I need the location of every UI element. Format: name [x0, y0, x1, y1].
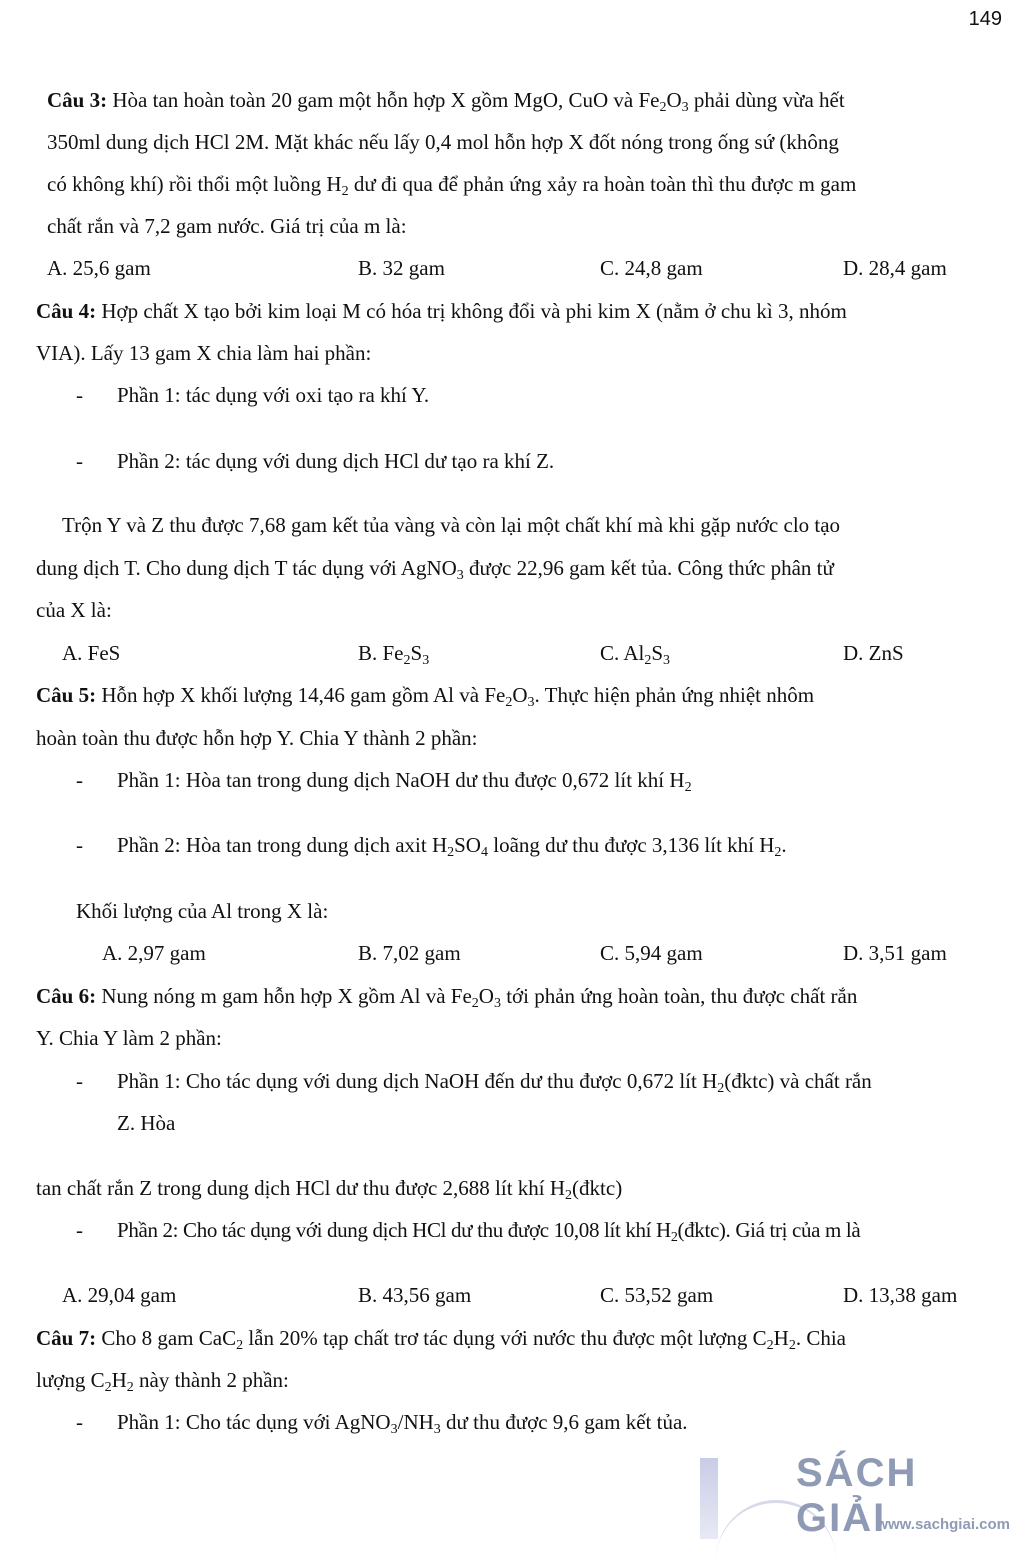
q6-part-1-text-a: Phần 1: Cho tác dụng với dung dịch NaOH đến dư thu được 0,672 lít H	[117, 1069, 718, 1093]
watermark-url: www.sachgiai.com	[876, 1516, 1010, 1533]
q5-text-1c: . Thực hiện phản ứng nhiệt nhôm	[534, 683, 815, 707]
q5-option-a: A. 2,97 gam	[102, 941, 206, 965]
sub: 3	[422, 653, 430, 668]
q6-part-1-cont: Z. Hòa	[117, 1111, 176, 1135]
watermark-bar	[700, 1458, 718, 1539]
sub: 3	[527, 695, 535, 710]
q4-line-1	[36, 297, 847, 325]
q3-option-c: C. 24,8 gam	[600, 256, 703, 280]
q4-option-a: A. FeS	[62, 641, 121, 665]
q6-option-b: B. 43,56 gam	[358, 1283, 472, 1307]
sub: 2	[684, 780, 692, 795]
q6-part-2-text-b: (đktc). Giá trị của m là	[677, 1218, 861, 1242]
q4-option-c-text2: S	[651, 641, 664, 665]
q3-line-3	[47, 170, 856, 198]
sub: 2	[341, 184, 349, 199]
q3-text-1c: phải dùng vừa hết	[688, 88, 845, 112]
q5-part-2	[117, 831, 787, 859]
sub: 3	[456, 568, 464, 583]
sub: 2	[644, 653, 652, 668]
q5-line-1	[36, 681, 814, 709]
q5-part-2-text-b: SO	[454, 833, 481, 857]
q7-text-2b: H	[111, 1368, 127, 1392]
q6-line-2: Y. Chia Y làm 2 phần:	[36, 1026, 222, 1050]
q3-option-a: A. 25,6 gam	[47, 256, 151, 280]
q7-part-1-text-a: Phần 1: Cho tác dụng với AgNO	[117, 1410, 391, 1434]
q7-line-2	[36, 1366, 289, 1394]
q7-part-1-text-c: dư thu được 9,6 gam kết tủa.	[440, 1410, 688, 1434]
sub: 3	[390, 1422, 398, 1437]
q5-text-1b: O	[512, 683, 528, 707]
q4-line-2: VIA). Lấy 13 gam X chia làm hai phần:	[36, 341, 372, 365]
q6-text-3b: (đktc)	[572, 1176, 623, 1200]
q3-text-3a: có không khí) rồi thổi một luồng H	[47, 172, 342, 196]
q4-option-b	[358, 639, 429, 667]
watermark-brand: SÁCH GIẢI	[796, 1451, 918, 1540]
q4-option-b-text: B. Fe	[358, 641, 404, 665]
q5-part-1-text: Phần 1: Hòa tan trong dung dịch NaOH dư thu được 0,672 lít khí H	[117, 768, 685, 792]
q4-option-d: D. ZnS	[843, 641, 904, 665]
q6-text-3a: tan chất rắn Z trong dung dịch HCl dư thu được 2,688 lít khí H	[36, 1176, 566, 1200]
q4-text-4b: được 22,96 gam kết tủa. Công thức phân tử	[463, 556, 834, 580]
bullet-dash: -	[76, 1069, 83, 1093]
q6-option-c: C. 53,52 gam	[600, 1283, 714, 1307]
q3-line-2: 350ml dung dịch HCl 2M. Mặt khác nếu lấy 0,4 mol hỗn hợp X đốt nóng trong ống sứ (không	[47, 130, 839, 154]
q3-text-1b: O	[666, 88, 682, 112]
q7-part-1-text-b: /NH	[397, 1410, 434, 1434]
q5-part-1	[117, 766, 692, 794]
q7-text-1b: lẫn 20% tạp chất trơ tác dụng với nước thu được một lượng C	[243, 1326, 767, 1350]
q3-text-3b: dư đi qua để phản ứng xảy ra hoàn toàn thì thu được m gam	[348, 172, 857, 196]
q3-text-1: Hòa tan hoàn toàn 20 gam một hỗn hợp X gồm MgO, CuO và Fe	[107, 88, 660, 112]
q6-part-1-text-b: (đktc) và chất rắn	[724, 1069, 872, 1093]
q7-text-2a: lượng C	[36, 1368, 105, 1392]
q7-part-1	[117, 1408, 688, 1436]
q6-option-a: A. 29,04 gam	[62, 1283, 177, 1307]
q4-text-1: Hợp chất X tạo bởi kim loại M có hóa trị không đổi và phi kim X (nằm ở chu kì 3, nhóm	[96, 299, 847, 323]
bullet-dash: -	[76, 1218, 83, 1242]
q6-text-1c: tới phản ứng hoàn toàn, thu được chất rắn	[500, 984, 858, 1008]
q4-text-4a: dung dịch T. Cho dung dịch T tác dụng với AgNO	[36, 556, 457, 580]
q4-option-b-text2: S	[410, 641, 423, 665]
q3-option-b: B. 32 gam	[358, 256, 445, 280]
q6-line-1	[36, 982, 857, 1010]
q4-part-1: Phần 1: tác dụng với oxi tạo ra khí Y.	[117, 383, 430, 407]
q4-option-c	[600, 639, 670, 667]
q5-part-2-text-a: Phần 2: Hòa tan trong dung dịch axit H	[117, 833, 448, 857]
q5-label: Câu 5:	[36, 683, 97, 707]
q6-text-1b: O	[478, 984, 494, 1008]
sub: 3	[433, 1422, 441, 1437]
q7-text-2c: này thành 2 phần:	[133, 1368, 289, 1392]
sub: 2	[774, 845, 782, 860]
sub: 2	[670, 1230, 678, 1245]
q5-option-c: C. 5,94 gam	[600, 941, 703, 965]
sub: 2	[471, 996, 479, 1011]
sub: 3	[681, 100, 689, 115]
q5-text-1a: Hỗn hợp X khối lượng 14,46 gam gồm Al và Fe	[96, 683, 506, 707]
q6-line-3	[36, 1174, 622, 1202]
q4-line-4	[36, 554, 834, 582]
q5-line-2: hoàn toàn thu được hỗn hợp Y. Chia Y thành 2 phần:	[36, 726, 478, 750]
sub: 3	[663, 653, 671, 668]
q6-text-1a: Nung nóng m gam hỗn hợp X gồm Al và Fe	[96, 984, 472, 1008]
q6-part-2-text-a: Phần 2: Cho tác dụng với dung dịch HCl dư thu được 10,08 lít khí H	[117, 1218, 671, 1242]
q7-text-1c: H	[773, 1326, 789, 1350]
period: .	[781, 833, 787, 857]
q4-line-3: Trộn Y và Z thu được 7,68 gam kết tủa vàng và còn lại một chất khí mà khi gặp nước clo tạo	[62, 513, 841, 537]
q6-part-2	[117, 1216, 860, 1244]
sub: 2	[659, 100, 667, 115]
q4-part-2: Phần 2: tác dụng với dung dịch HCl dư tạo ra khí Z.	[117, 449, 555, 473]
q7-label: Câu 7:	[36, 1326, 97, 1350]
bullet-dash: -	[76, 768, 83, 792]
q5-option-b: B. 7,02 gam	[358, 941, 461, 965]
q7-text-1a: Cho 8 gam CaC	[96, 1326, 237, 1350]
sub: 2	[717, 1081, 725, 1096]
page-number: 149	[968, 8, 1002, 30]
bullet-dash: -	[76, 449, 83, 473]
q3-label: Câu 3:	[47, 88, 108, 112]
sub: 2	[766, 1338, 774, 1353]
q3-option-d: D. 28,4 gam	[843, 256, 947, 280]
q5-line-3: Khối lượng của Al trong X là:	[76, 899, 329, 923]
q6-part-1	[117, 1067, 872, 1095]
sub: 2	[403, 653, 411, 668]
sub: 4	[480, 845, 488, 860]
sub: 2	[447, 845, 455, 860]
q4-label: Câu 4:	[36, 299, 97, 323]
sub: 2	[505, 695, 513, 710]
bullet-dash: -	[76, 1410, 83, 1434]
sub: 2	[788, 1338, 796, 1353]
q6-option-d: D. 13,38 gam	[843, 1283, 958, 1307]
sub: 2	[104, 1380, 112, 1395]
q4-option-c-text: C. Al	[600, 641, 645, 665]
sub: 2	[236, 1338, 244, 1353]
bullet-dash: -	[76, 833, 83, 857]
q5-option-d: D. 3,51 gam	[843, 941, 947, 965]
q3-line-1	[47, 86, 845, 114]
q7-text-1d: . Chia	[795, 1326, 847, 1350]
sub: 2	[126, 1380, 134, 1395]
q7-line-1	[36, 1324, 846, 1352]
q3-line-4: chất rắn và 7,2 gam nước. Giá trị của m là:	[47, 214, 407, 238]
q5-part-2-text-c: loãng dư thu được 3,136 lít khí H	[487, 833, 775, 857]
q6-label: Câu 6:	[36, 984, 97, 1008]
sub: 3	[493, 996, 501, 1011]
watermark-logo	[796, 1443, 1016, 1540]
sub: 2	[565, 1188, 573, 1203]
bullet-dash: -	[76, 383, 83, 407]
q4-line-5: của X là:	[36, 598, 112, 622]
